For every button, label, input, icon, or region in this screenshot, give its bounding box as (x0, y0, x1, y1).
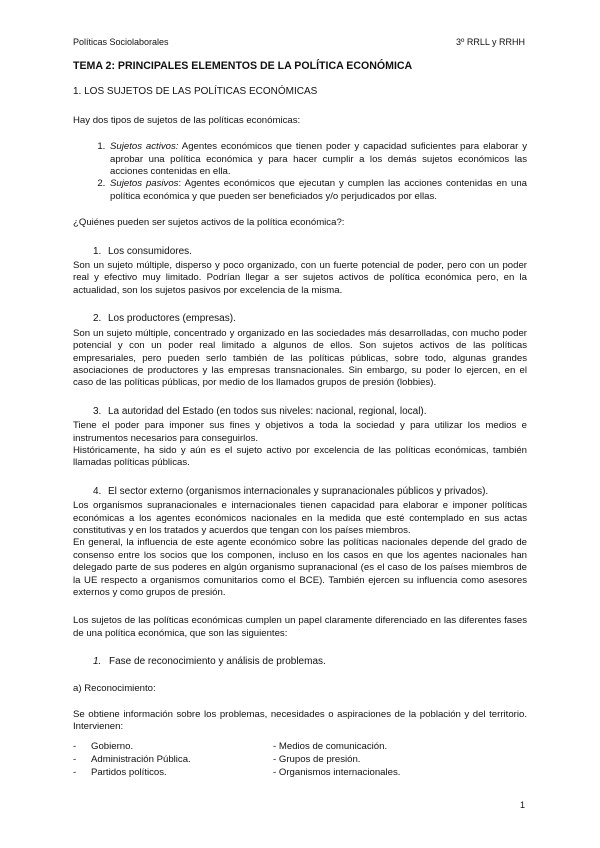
definitions-list (73, 141, 527, 203)
definition-item (108, 178, 527, 203)
definition-text: : Agentes económicos que ejecutan y cumplen las acciones contenidas en una política económica y que pueden ser beneficiados y/o perjudicados por ellas. (110, 178, 527, 202)
subject-heading: 3. La autoridad del Estado (en todos sus niveles: nacional, regional, local). (93, 405, 427, 417)
definition-text: Agentes económicos que tienen poder y capacidad suficientes para elaborar y aprobar una política económica y para hacer cumplir a los demás sujetos económicos las acciones contenidas en ella. (110, 141, 527, 178)
definition-term: Sujetos pasivos (110, 178, 179, 190)
header-right: 3º RRLL y RRHH (456, 37, 525, 47)
bullet-dash: - (73, 753, 77, 765)
participants-row (73, 766, 527, 779)
subsection-heading: a) Reconocimiento: (73, 682, 156, 694)
definition-item (108, 141, 527, 178)
participant-right: - Medios de comunicación. (273, 740, 388, 752)
intro-text: Hay dos tipos de sujetos de las políticas económicas: (73, 114, 301, 126)
participants-row (73, 740, 527, 753)
phase-heading: 1. Fase de reconocimiento y análisis de problemas. (93, 656, 326, 668)
participant-left: Gobierno. (91, 740, 134, 752)
question-text: ¿Quiénes pueden ser sujetos activos de la política económica?: (73, 217, 345, 229)
subject-paragraph: Son un sujeto múltiple, concentrado y organizado en las sociedades más desarrolladas, con mucho poder potencial y con un poder real limitado a algunos de ellos. Son sujetos activos de las políticas empresariales, pero pueden serlo también de las políticas públicas, sobre todo, algunas grandes asociaciones de productores y las empresas transnacionales. Sin embargo, su poder lo ejercen, en el caso de las políticas públicas, por medio de los llamados grupos de presión (lobbies). (73, 327, 527, 389)
page-content (73, 60, 527, 779)
bullet-dash: - (73, 740, 77, 752)
bullet-dash: - (73, 766, 77, 778)
section-heading: 1. LOS SUJETOS DE LAS POLÍTICAS ECONÓMICAS (73, 86, 318, 98)
recognition-text: Se obtiene información sobre los problemas, necesidades o aspiraciones de la población y del territorio. Intervienen: (73, 709, 527, 733)
definition-term: Sujetos activos: (110, 141, 179, 153)
page-number: 1 (519, 800, 525, 810)
subject-paragraph: Los organismos supranacionales e internacionales tienen capacidad para elaborar e imponer políticas económicas a los agentes económicos nacionales en la medida que esté contemplado en sus actas constitutivas y en los tratados y acuerdos que tengan con los países miembros. (73, 500, 527, 536)
subject-paragraph: Son un sujeto múltiple, disperso y poco organizado, con un fuerte potencial de poder, pero con un poder real y efectivo muy limitado. Podrían llegar a ser sujetos activos de política económica pero, en la actualidad, son los sujetos pasivos por excelencia de la misma. (73, 260, 527, 296)
subject-heading: 1. Los consumidores. (93, 245, 192, 257)
subject-heading: 4. El sector externo (organismos internacionales y supranacionales públicos y privados). (93, 485, 489, 497)
subject-paragraph: Tiene el poder para imponer sus fines y objetivos a toda la sociedad y para utilizar los medios e instrumentos necesarios para conseguirlos. (73, 420, 527, 444)
participants-table (73, 740, 527, 779)
page-title: TEMA 2: PRINCIPALES ELEMENTOS DE LA POLÍTICA ECONÓMICA (73, 60, 413, 72)
participant-right: - Grupos de presión. (273, 753, 361, 765)
subject-paragraph: En general, la influencia de este agente económico sobre las políticas nacionales depende del grado de consenso entre los socios que los componen, incluso en los casos en que los agentes nacionales han delegado parte de sus poderes en algún organismo supranacional (es el caso de los países miembros de la UE respecto a organismos comunitarios como el BCE). También ejercen su influencia como asesores externos y como grupos de presión. (73, 537, 527, 598)
participant-left: Partidos políticos. (91, 766, 167, 778)
phases-intro: Los sujetos de las políticas económicas cumplen un papel claramente diferenciado en las diferentes fases de una política económica, que son las siguientes: (73, 615, 527, 639)
participant-left: Administración Pública. (91, 753, 191, 765)
participant-right: - Organismos internacionales. (273, 766, 401, 778)
subject-heading: 2. Los productores (empresas). (93, 313, 236, 325)
subject-paragraph: Históricamente, ha sido y aún es el sujeto activo por excelencia de las políticas económicas, también llamadas políticas públicas. (73, 444, 527, 469)
header-left: Políticas Sociolaborales (73, 37, 169, 47)
participants-row (73, 753, 527, 766)
